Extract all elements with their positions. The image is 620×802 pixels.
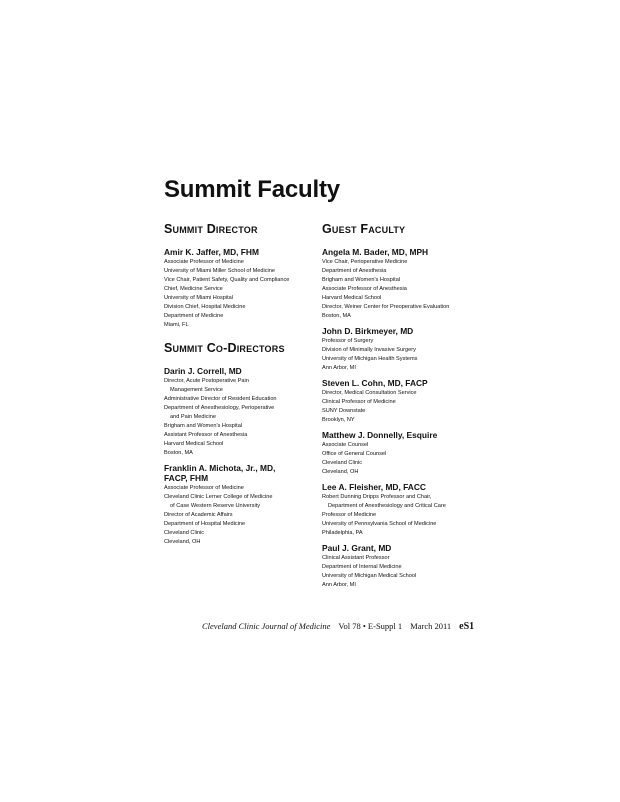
faculty-detail: Professor of Medicine [322, 512, 377, 518]
faculty-detail: University of Miami Miller School of Medicine [164, 268, 275, 274]
section-heading-codirectors: Summit Co-Directors [164, 341, 285, 355]
faculty-detail: Office of General Counsel [322, 451, 387, 457]
section-heading-director: Summit Director [164, 222, 258, 236]
faculty-detail: University of Michigan Health Systems [322, 356, 418, 362]
faculty-detail: Director, Acute Postoperative Pain [164, 378, 249, 384]
right-column [322, 222, 482, 595]
faculty-detail: University of Michigan Medical School [322, 573, 417, 579]
faculty-detail: University of Pennsylvania School of Medicine [322, 521, 437, 527]
faculty-detail: Associate Counsel [322, 442, 369, 448]
faculty-entry-birkmeyer [322, 326, 482, 373]
faculty-detail: Department of Hospital Medicine [164, 521, 246, 527]
faculty-detail: Philadelphia, PA [322, 530, 363, 536]
faculty-entry-jaffer [164, 247, 314, 330]
faculty-detail: Management Service [170, 387, 223, 393]
left-column [164, 222, 314, 552]
faculty-detail: SUNY Downstate [322, 408, 366, 414]
faculty-name: John D. Birkmeyer, MD [322, 326, 414, 336]
faculty-detail: Department of Anesthesiology and Critical Care [328, 503, 446, 509]
faculty-detail: Ann Arbor, MI [322, 582, 356, 588]
faculty-entry-michota [164, 463, 314, 547]
section-heading-guest: Guest Faculty [322, 222, 406, 236]
faculty-name: Franklin A. Michota, Jr., MD, [164, 463, 276, 473]
faculty-detail: Associate Professor of Anesthesia [322, 286, 407, 292]
faculty-detail: Boston, MA [164, 450, 193, 456]
faculty-name: Lee A. Fleisher, MD, FACC [322, 482, 426, 492]
faculty-entry-cohn [322, 378, 482, 425]
footer-page-number: eS1 [459, 621, 475, 632]
faculty-detail: Boston, MA [322, 313, 351, 319]
faculty-detail: Ann Arbor, MI [322, 365, 356, 371]
faculty-detail: Cleveland Clinic Lerner College of Medicine [164, 494, 273, 500]
faculty-detail: Director, Weiner Center for Preoperative Evaluation [322, 304, 450, 310]
faculty-detail: Professor of Surgery [322, 338, 374, 344]
faculty-name: Paul J. Grant, MD [322, 543, 392, 553]
faculty-detail: Vice Chair, Perioperative Medicine [322, 259, 408, 265]
faculty-detail: Clinical Professor of Medicine [322, 399, 396, 405]
faculty-detail: Chief, Medicine Service [164, 286, 223, 292]
faculty-detail: Cleveland Clinic [164, 530, 205, 536]
faculty-detail: Cleveland, OH [322, 469, 359, 475]
faculty-detail: Vice Chair, Patient Safety, Quality and Compliance [164, 277, 290, 283]
faculty-detail: Associate Professor of Medicine [164, 259, 244, 265]
faculty-name: Angela M. Bader, MD, MPH [322, 247, 429, 257]
faculty-detail: Brigham and Women's Hospital [322, 277, 401, 283]
faculty-detail: Cleveland Clinic [322, 460, 363, 466]
faculty-entry-correll [164, 366, 314, 458]
faculty-detail: Division of Minimally Invasive Surgery [322, 347, 416, 353]
faculty-detail: Director of Academic Affairs [164, 512, 233, 518]
faculty-detail: Department of Internal Medicine [322, 564, 402, 570]
faculty-detail: Brooklyn, NY [322, 417, 355, 423]
faculty-detail: Division Chief, Hospital Medicine [164, 304, 246, 310]
faculty-detail: Clinical Assistant Professor [322, 555, 390, 561]
faculty-entry-grant [322, 543, 482, 590]
faculty-detail: Assistant Professor of Anesthesia [164, 432, 248, 438]
faculty-detail: Department of Anesthesiology, Perioperative [164, 405, 275, 411]
faculty-name: Amir K. Jaffer, MD, FHM [164, 247, 259, 257]
footer-volume: Vol 78 • E-Suppl 1 [338, 621, 403, 631]
faculty-detail: Miami, FL [164, 322, 189, 328]
faculty-entry-bader [322, 247, 482, 321]
faculty-name: Darin J. Correll, MD [164, 366, 242, 376]
faculty-detail: Harvard Medical School [322, 295, 382, 301]
faculty-name-continued: FACP, FHM [164, 473, 209, 483]
faculty-name: Matthew J. Donnelly, Esquire [322, 430, 438, 440]
faculty-detail: Robert Dunning Dripps Professor and Chair, [322, 494, 432, 500]
faculty-detail: and Pain Medicine [170, 414, 217, 420]
faculty-detail: Director, Medical Consultation Service [322, 390, 417, 396]
faculty-entry-donnelly [322, 430, 482, 477]
faculty-detail: Department of Anesthesia [322, 268, 387, 274]
footer-date: March 2011 [410, 621, 452, 631]
faculty-name: Steven L. Cohn, MD, FACP [322, 378, 428, 388]
footer-journal-name: Cleveland Clinic Journal of Medicine [202, 621, 331, 631]
faculty-detail: Department of Medicine [164, 313, 224, 319]
faculty-detail: of Case Western Reserve University [170, 503, 261, 509]
faculty-detail: Cleveland, OH [164, 539, 201, 545]
page-title: Summit Faculty [164, 176, 340, 203]
faculty-detail: Administrative Director of Resident Education [164, 396, 277, 402]
faculty-detail: Brigham and Women's Hospital [164, 423, 243, 429]
faculty-detail: University of Miami Hospital [164, 295, 234, 301]
faculty-entry-fleisher [322, 482, 482, 538]
page-footer [202, 621, 474, 632]
faculty-detail: Associate Professor of Medicine [164, 485, 244, 491]
faculty-detail: Harvard Medical School [164, 441, 224, 447]
